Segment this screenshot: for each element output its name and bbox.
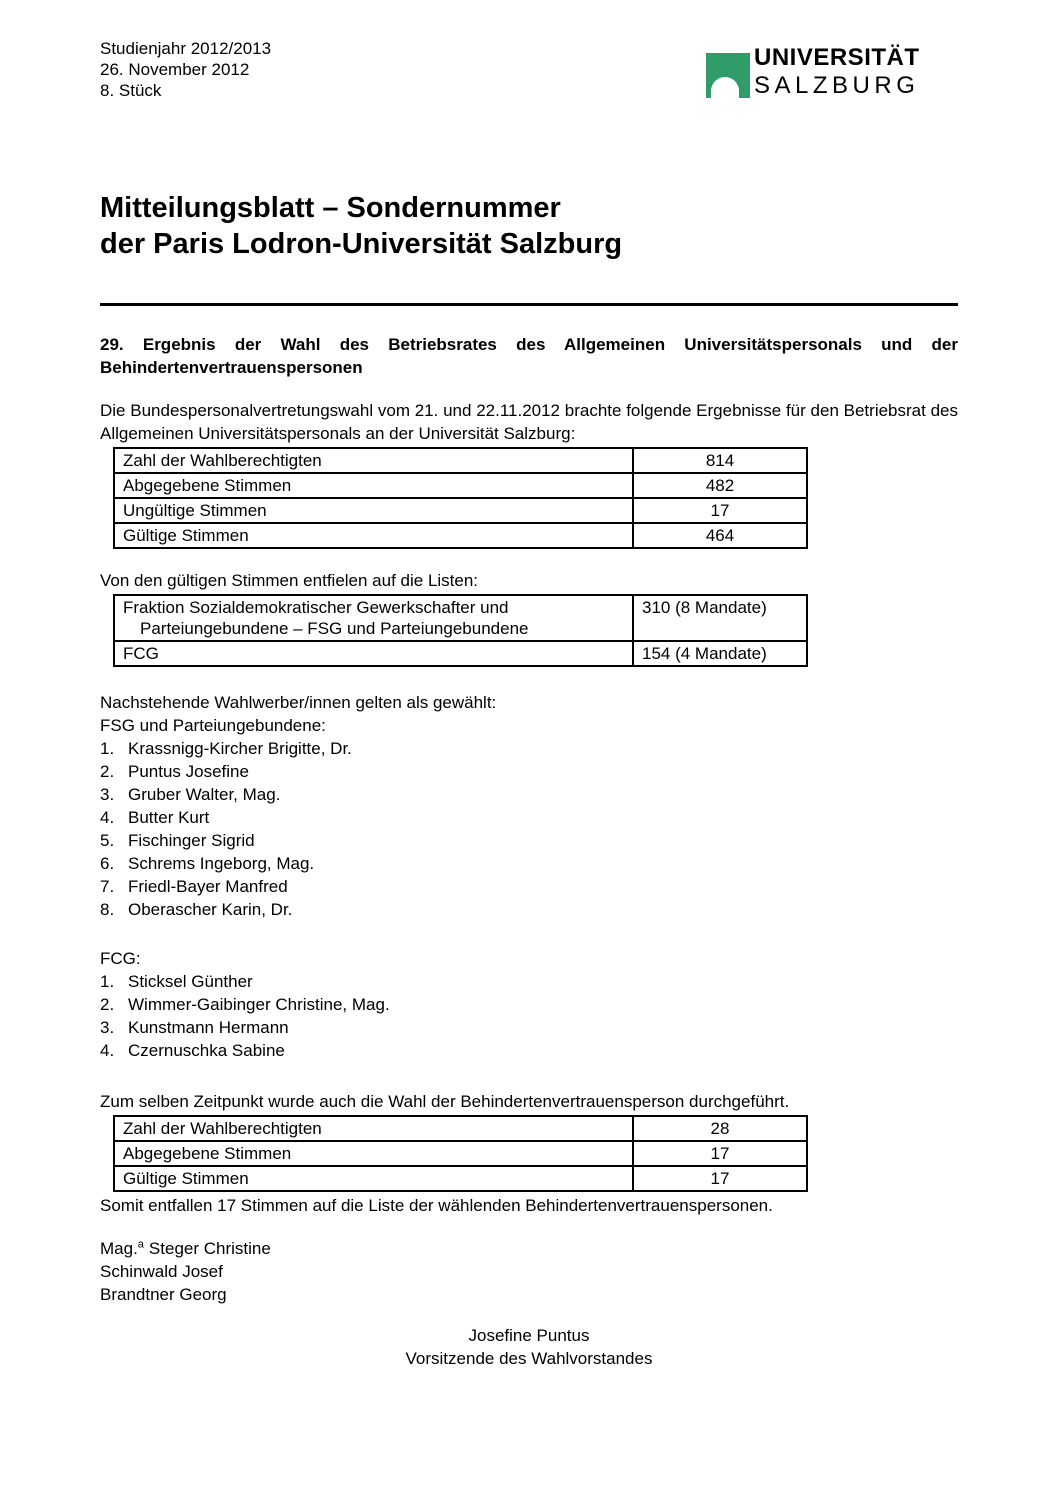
table-row bbox=[114, 473, 807, 498]
closing-name: Josefine Puntus bbox=[468, 1326, 590, 1345]
row-value: 482 bbox=[633, 473, 807, 498]
list-item-name: Friedl-Bayer Manfred bbox=[128, 877, 288, 896]
issue-date: 26. November 2012 bbox=[100, 60, 250, 79]
fsg-list bbox=[100, 737, 958, 921]
row-label: FCG bbox=[114, 641, 633, 666]
logo-mark bbox=[706, 53, 750, 98]
signatory-title-sup: a bbox=[137, 1238, 144, 1251]
row-label: Zahl der Wahlberechtigten bbox=[114, 1116, 633, 1141]
list-item bbox=[100, 1039, 958, 1062]
table-row bbox=[114, 448, 807, 473]
bvp-result: Somit entfallen 17 Stimmen auf die Liste der wählenden Behindertenvertrauenspersonen. bbox=[100, 1196, 773, 1215]
row-label: Gültige Stimmen bbox=[114, 523, 633, 548]
table-row bbox=[114, 523, 807, 548]
list-item bbox=[100, 898, 958, 921]
elected-intro: Nachstehende Wahlwerber/innen gelten als gewählt: bbox=[100, 693, 497, 712]
lists-intro: Von den gültigen Stimmen entfielen auf die Listen: bbox=[100, 571, 479, 590]
list-item bbox=[100, 852, 958, 875]
intro-paragraph: Die Bundespersonalvertretungswahl vom 21. und 22.11.2012 brachte folgende Ergebnisse für den Betriebsrat des Allgemeinen Universitätspersonals an der Universität Salzburg: bbox=[100, 401, 958, 443]
list-item-number: 2. bbox=[100, 995, 115, 1014]
list-item bbox=[100, 1016, 958, 1039]
table-row bbox=[114, 641, 807, 666]
fcg-heading: FCG: bbox=[100, 949, 141, 968]
row-label bbox=[114, 595, 633, 641]
issue-number: 8. Stück bbox=[100, 81, 162, 100]
list-item bbox=[100, 783, 958, 806]
list-item-name: Fischinger Sigrid bbox=[128, 831, 255, 850]
list-item-name: Puntus Josefine bbox=[128, 762, 249, 781]
row-value: 464 bbox=[633, 523, 807, 548]
closing-block bbox=[100, 1324, 958, 1370]
row-label: Gültige Stimmen bbox=[114, 1166, 633, 1191]
page-title-line2: der Paris Lodron-Universität Salzburg bbox=[100, 228, 623, 260]
section-heading: 29. Ergebnis der Wahl des Betriebsrates des Allgemeinen Universitätspersonals und der Behindertenvertrauenspersonen bbox=[100, 335, 958, 377]
fcg-list bbox=[100, 970, 958, 1062]
row-value: 17 bbox=[633, 1166, 807, 1191]
list-item bbox=[100, 993, 958, 1016]
signatory-line: Brandtner Georg bbox=[100, 1285, 227, 1304]
logo-text bbox=[754, 44, 920, 100]
row-label: Zahl der Wahlberechtigten bbox=[114, 448, 633, 473]
list-item-number: 6. bbox=[100, 854, 115, 873]
list-item-name: Kunstmann Hermann bbox=[128, 1018, 289, 1037]
list-item-number: 2. bbox=[100, 762, 115, 781]
university-logo bbox=[706, 44, 920, 100]
row-value: 17 bbox=[633, 498, 807, 523]
divider-rule bbox=[100, 303, 958, 306]
list-item-name: Butter Kurt bbox=[128, 808, 210, 827]
logo-word-universitaet: UNIVERSITÄT bbox=[754, 44, 920, 71]
signatory-line: Schinwald Josef bbox=[100, 1262, 223, 1281]
list-item-number: 3. bbox=[100, 1018, 115, 1037]
bvp-table bbox=[113, 1115, 808, 1192]
list-item-name: Wimmer-Gaibinger Christine, Mag. bbox=[128, 995, 390, 1014]
list-item-name: Oberascher Karin, Dr. bbox=[128, 900, 293, 919]
list-item bbox=[100, 829, 958, 852]
list-item-name: Czernuschka Sabine bbox=[128, 1041, 285, 1060]
row-value: 17 bbox=[633, 1141, 807, 1166]
fsg-heading: FSG und Parteiungebundene: bbox=[100, 716, 326, 735]
list-item-number: 4. bbox=[100, 808, 115, 827]
list-item-name: Gruber Walter, Mag. bbox=[128, 785, 281, 804]
list-item bbox=[100, 737, 958, 760]
dome-icon bbox=[711, 77, 739, 98]
table-row bbox=[114, 1116, 807, 1141]
row-value: 154 (4 Mandate) bbox=[633, 641, 807, 666]
list-item-name: Schrems Ingeborg, Mag. bbox=[128, 854, 315, 873]
signatory-line bbox=[100, 1237, 958, 1260]
row-label: Abgegebene Stimmen bbox=[114, 1141, 633, 1166]
list-item-number: 8. bbox=[100, 900, 115, 919]
list-name-line1: Fraktion Sozialdemokratischer Gewerkschafter und bbox=[123, 598, 509, 617]
list-item bbox=[100, 806, 958, 829]
issue-studyyear: Studienjahr 2012/2013 bbox=[100, 39, 272, 58]
row-label: Abgegebene Stimmen bbox=[114, 473, 633, 498]
signatory-title: Mag. bbox=[100, 1239, 138, 1258]
lists-table bbox=[113, 594, 808, 667]
table-row bbox=[114, 1166, 807, 1191]
list-item-name: Sticksel Günther bbox=[128, 972, 253, 991]
list-item-number: 5. bbox=[100, 831, 115, 850]
results-table bbox=[113, 447, 808, 549]
row-value: 814 bbox=[633, 448, 807, 473]
list-item-number: 3. bbox=[100, 785, 115, 804]
table-row bbox=[114, 1141, 807, 1166]
list-item-name: Krassnigg-Kircher Brigitte, Dr. bbox=[128, 739, 352, 758]
list-item-number: 4. bbox=[100, 1041, 115, 1060]
page-title-line1: Mitteilungsblatt – Sondernummer bbox=[100, 192, 561, 224]
signatories bbox=[100, 1237, 958, 1306]
signatory-name: Steger Christine bbox=[148, 1239, 271, 1258]
list-item-number: 7. bbox=[100, 877, 115, 896]
list-item bbox=[100, 875, 958, 898]
list-item-number: 1. bbox=[100, 972, 115, 991]
row-value: 310 (8 Mandate) bbox=[633, 595, 807, 641]
bvp-intro: Zum selben Zeitpunkt wurde auch die Wahl der Behindertenvertrauensperson durchgeführt. bbox=[100, 1092, 790, 1111]
closing-role: Vorsitzende des Wahlvorstandes bbox=[405, 1349, 653, 1368]
list-name-line2: Parteiungebundene – FSG und Parteiungebundene bbox=[140, 619, 529, 638]
row-value: 28 bbox=[633, 1116, 807, 1141]
table-row bbox=[114, 595, 807, 641]
row-label: Ungültige Stimmen bbox=[114, 498, 633, 523]
page-title bbox=[100, 190, 958, 262]
logo-word-salzburg: SALZBURG bbox=[754, 72, 920, 99]
list-item-number: 1. bbox=[100, 739, 115, 758]
table-row bbox=[114, 498, 807, 523]
list-item bbox=[100, 970, 958, 993]
list-item bbox=[100, 760, 958, 783]
